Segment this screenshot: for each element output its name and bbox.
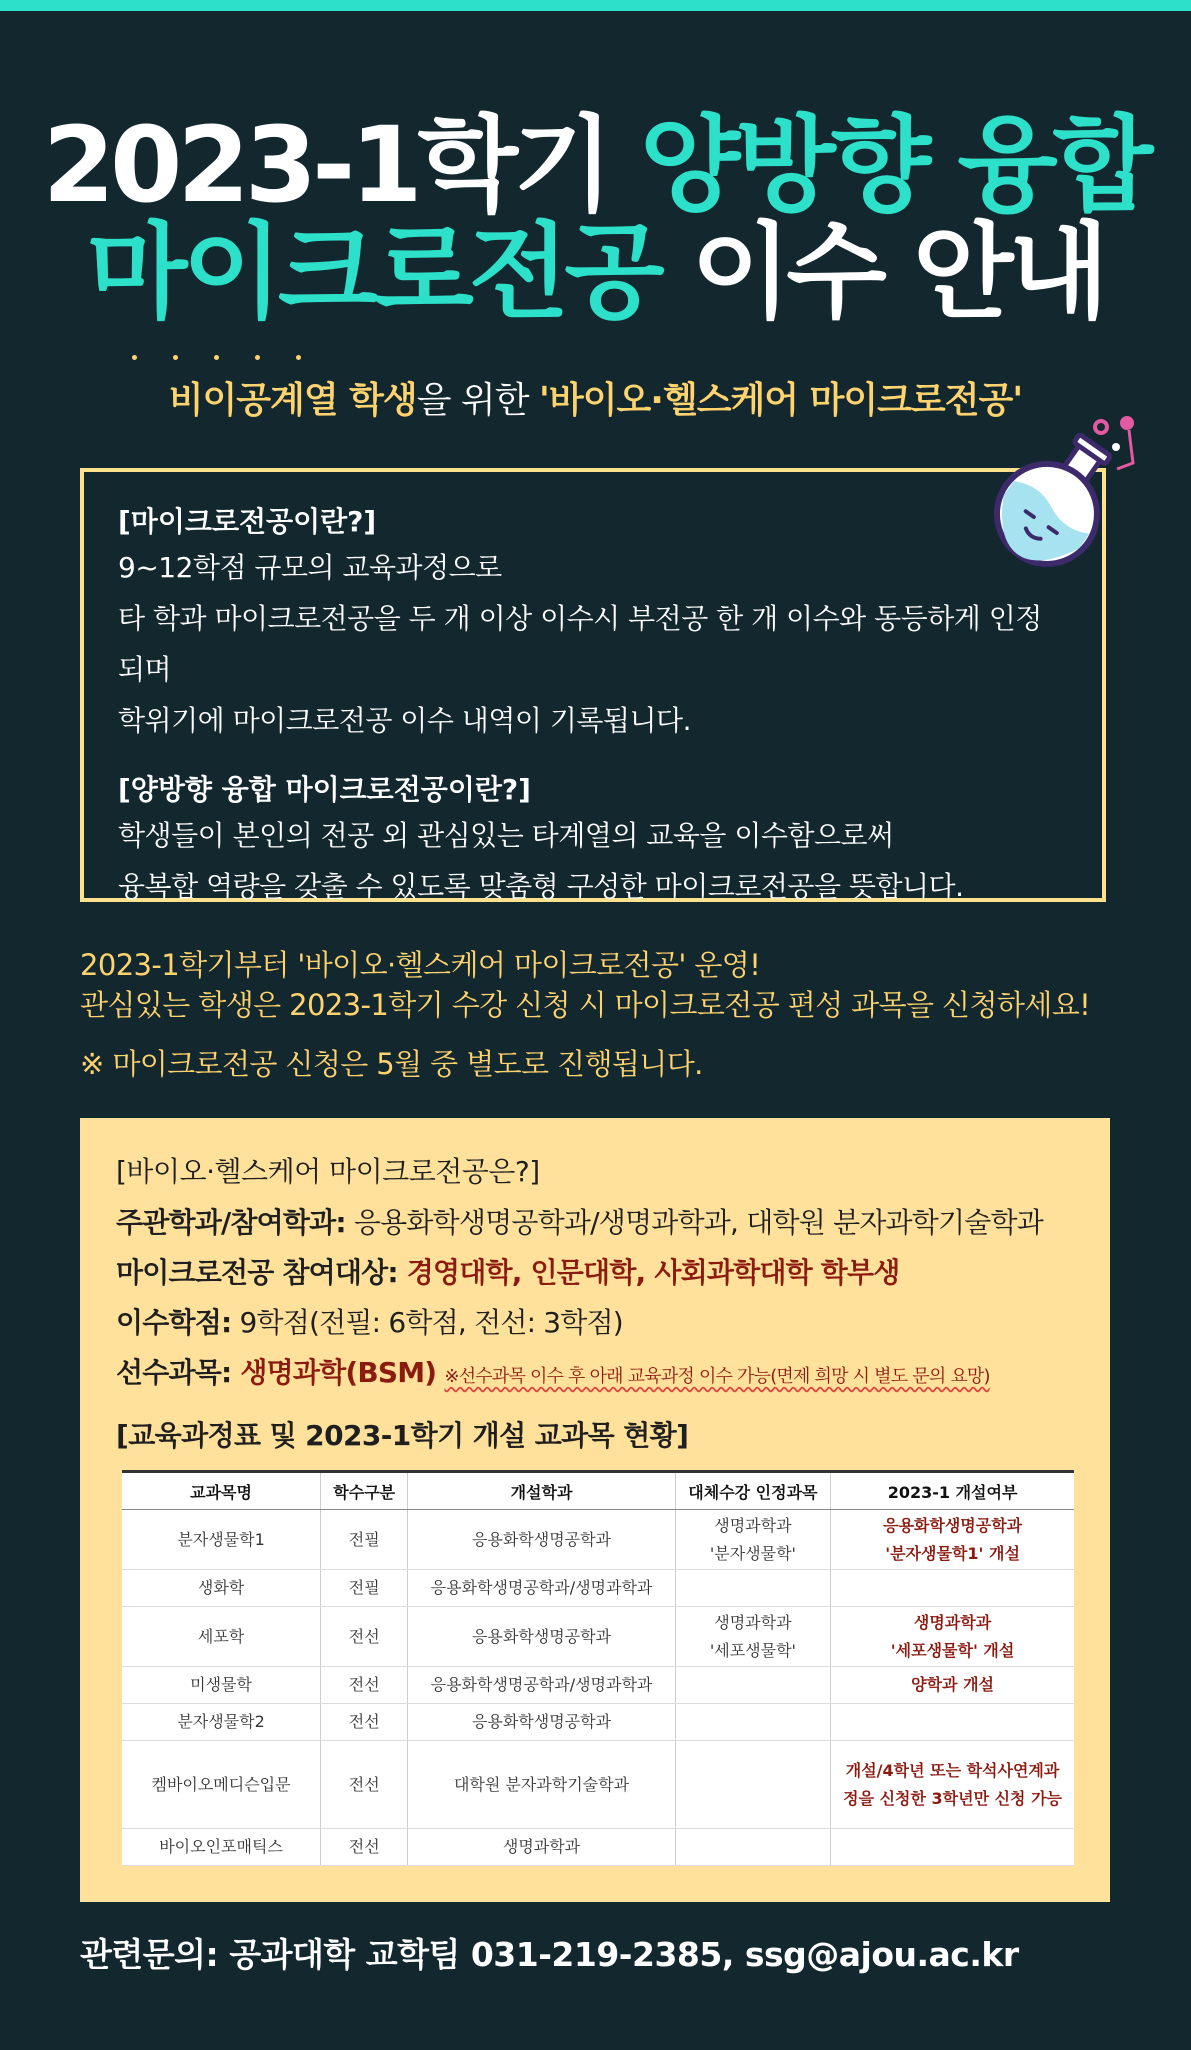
- details-credits: [116, 1298, 1074, 1348]
- column-header: 교과목명: [122, 1472, 321, 1510]
- table-row: [122, 1704, 1074, 1741]
- course-dept: 응용화학생명공학과: [408, 1704, 675, 1741]
- subtitle-connector: 을 위한: [416, 380, 539, 421]
- column-header: 개설학과: [408, 1472, 675, 1510]
- emphasis-dots: [132, 355, 302, 363]
- course-alt: [675, 1607, 830, 1667]
- details-prereq-value: 생명과학(BSM): [231, 1356, 437, 1389]
- info-box: [80, 468, 1106, 902]
- course-name: 분자생물학2: [122, 1704, 321, 1741]
- course-alt: [675, 1704, 830, 1741]
- details-prerequisite: [116, 1348, 1074, 1402]
- table-row: [122, 1510, 1074, 1570]
- title-line2-plain: 이수 안내: [659, 211, 1105, 333]
- curriculum-table: [122, 1470, 1074, 1866]
- alt-line: 생명과학과: [714, 1515, 792, 1535]
- contact-footer: 관련문의: 공과대학 교학팀 031-219-2385, ssg@ajou.ac.kr: [80, 1935, 1019, 1974]
- info-text: 9~12학점 규모의 교육과정으로: [118, 551, 502, 584]
- open-line: 개설/4학년 또는 학석사연계과: [845, 1760, 1060, 1780]
- page-title-line1: [0, 104, 1191, 226]
- info-heading-convergence: [양방향 융합 마이크로전공이란?]: [118, 773, 531, 806]
- open-line: '분자생물학1' 개설: [885, 1543, 1020, 1563]
- alt-line: '분자생물학': [709, 1543, 796, 1563]
- alt-line: 생명과학과: [714, 1612, 792, 1632]
- emphasis-dot: [255, 355, 260, 360]
- course-name: 미생물학: [122, 1667, 321, 1704]
- course-dept: 응용화학생명공학과/생명과학과: [408, 1570, 675, 1607]
- course-alt: [675, 1667, 830, 1704]
- details-departments: [116, 1198, 1074, 1248]
- emphasis-dot: [214, 355, 219, 360]
- course-dept: 응용화학생명공학과: [408, 1510, 675, 1570]
- open-line: 생명과학과: [913, 1612, 992, 1632]
- course-dept: 대학원 분자과학기술학과: [408, 1741, 675, 1829]
- course-name: 분자생물학1: [122, 1510, 321, 1570]
- info-text: 융복합 역량을 갖출 수 있도록 맞춤형 구성한 마이크로전공을 뜻합니다.: [118, 870, 964, 903]
- details-credit-value: 9학점(전필: 6학점, 전선: 3학점): [231, 1306, 623, 1339]
- details-target: [116, 1248, 1074, 1298]
- details-prereq-note: ※선수과목 이수 후 아래 교육과정 이수 가능(면제 희망 시 별도 문의 요망): [444, 1366, 990, 1387]
- course-open: [831, 1829, 1074, 1866]
- open-line: 정을 신청한 3학년만 신청 가능: [843, 1788, 1062, 1808]
- open-line: 응용화학생명공학과: [883, 1515, 1023, 1535]
- course-name: 바이오인포매틱스: [122, 1829, 321, 1866]
- page-title-line2: [0, 211, 1191, 333]
- course-open: 양학과 개설: [831, 1667, 1074, 1704]
- notice-application: ※ 마이크로전공 신청은 5월 중 별도로 진행됩니다.: [80, 1047, 703, 1081]
- details-target-value: 경영대학, 인문대학, 사회과학대학 학부생: [397, 1256, 900, 1289]
- column-header: 대체수강 인정과목: [675, 1472, 830, 1510]
- emphasis-dot: [173, 355, 178, 360]
- details-dept-label: 주관학과/참여학과:: [116, 1206, 346, 1239]
- info-text: 학위기에 마이크로전공 이수 내역이 기록됩니다.: [118, 704, 691, 737]
- column-header: 2023-1 개설여부: [831, 1472, 1074, 1510]
- course-type: 전선: [321, 1741, 408, 1829]
- table-row: [122, 1570, 1074, 1607]
- subtitle-program: '바이오·헬스케어 마이크로전공': [538, 380, 1023, 421]
- course-dept: 생명과학과: [408, 1829, 675, 1866]
- subtitle-target: 비이공계열 학생: [168, 380, 417, 421]
- title-line1-plain: 2023-1학기: [42, 104, 640, 226]
- info-text: 타 학과 마이크로전공을 두 개 이상 이수시 부전공 한 개 이수와 동등하게 인정되며: [118, 602, 1042, 686]
- course-type: 전선: [321, 1667, 408, 1704]
- course-type: 전필: [321, 1570, 408, 1607]
- info-text: 학생들이 본인의 전공 외 관심있는 타계열의 교육을 이수함으로써: [118, 819, 894, 852]
- course-dept: 응용화학생명공학과: [408, 1607, 675, 1667]
- course-alt: [675, 1570, 830, 1607]
- table-row: [122, 1607, 1074, 1667]
- course-name: 생화학: [122, 1570, 321, 1607]
- course-open: [831, 1570, 1074, 1607]
- flask-icon: [975, 405, 1145, 585]
- details-dept-value: 응용화학생명공학과/생명과학과, 대학원 분자과학기술학과: [345, 1206, 1044, 1239]
- table-row: [122, 1829, 1074, 1866]
- info-heading-microdegree: [마이크로전공이란?]: [118, 505, 377, 538]
- course-dept: 응용화학생명공학과/생명과학과: [408, 1667, 675, 1704]
- curriculum-table-title: [교육과정표 및 2023-1학기 개설 교과목 현황]: [116, 1419, 689, 1452]
- details-prereq-label: 선수과목:: [116, 1356, 232, 1389]
- course-open: [831, 1510, 1074, 1570]
- table-row: [122, 1741, 1074, 1829]
- top-accent-bar: [0, 0, 1191, 11]
- title-line1-accent: 양방향 융합: [639, 104, 1149, 226]
- notice-registration: 관심있는 학생은 2023-1학기 수강 신청 시 마이크로전공 편성 과목을 신청하세요!: [80, 988, 1091, 1022]
- table-header-row: [122, 1472, 1074, 1510]
- notice-operation: 2023-1학기부터 '바이오·헬스케어 마이크로전공' 운영!: [80, 948, 761, 982]
- course-open: [831, 1607, 1074, 1667]
- program-details-box: [80, 1118, 1110, 1902]
- course-alt: [675, 1741, 830, 1829]
- open-line: '세포생물학' 개설: [890, 1640, 1015, 1660]
- course-alt: [675, 1829, 830, 1866]
- course-open: [831, 1704, 1074, 1741]
- column-header: 학수구분: [321, 1472, 408, 1510]
- course-name: 세포학: [122, 1607, 321, 1667]
- course-type: 전선: [321, 1704, 408, 1741]
- emphasis-dot: [296, 355, 301, 360]
- emphasis-dot: [132, 355, 137, 360]
- details-target-label: 마이크로전공 참여대상:: [116, 1256, 398, 1289]
- course-type: 전선: [321, 1607, 408, 1667]
- title-line2-accent: 마이크로전공: [86, 211, 660, 333]
- course-open: [831, 1741, 1074, 1829]
- table-row: [122, 1667, 1074, 1704]
- details-heading: [바이오·헬스케어 마이크로전공은?]: [116, 1155, 540, 1188]
- course-type: 전필: [321, 1510, 408, 1570]
- course-type: 전선: [321, 1829, 408, 1866]
- alt-line: '세포생물학': [709, 1640, 796, 1660]
- course-alt: [675, 1510, 830, 1570]
- course-name: 켐바이오메디슨입문: [122, 1741, 321, 1829]
- details-credit-label: 이수학점:: [116, 1306, 232, 1339]
